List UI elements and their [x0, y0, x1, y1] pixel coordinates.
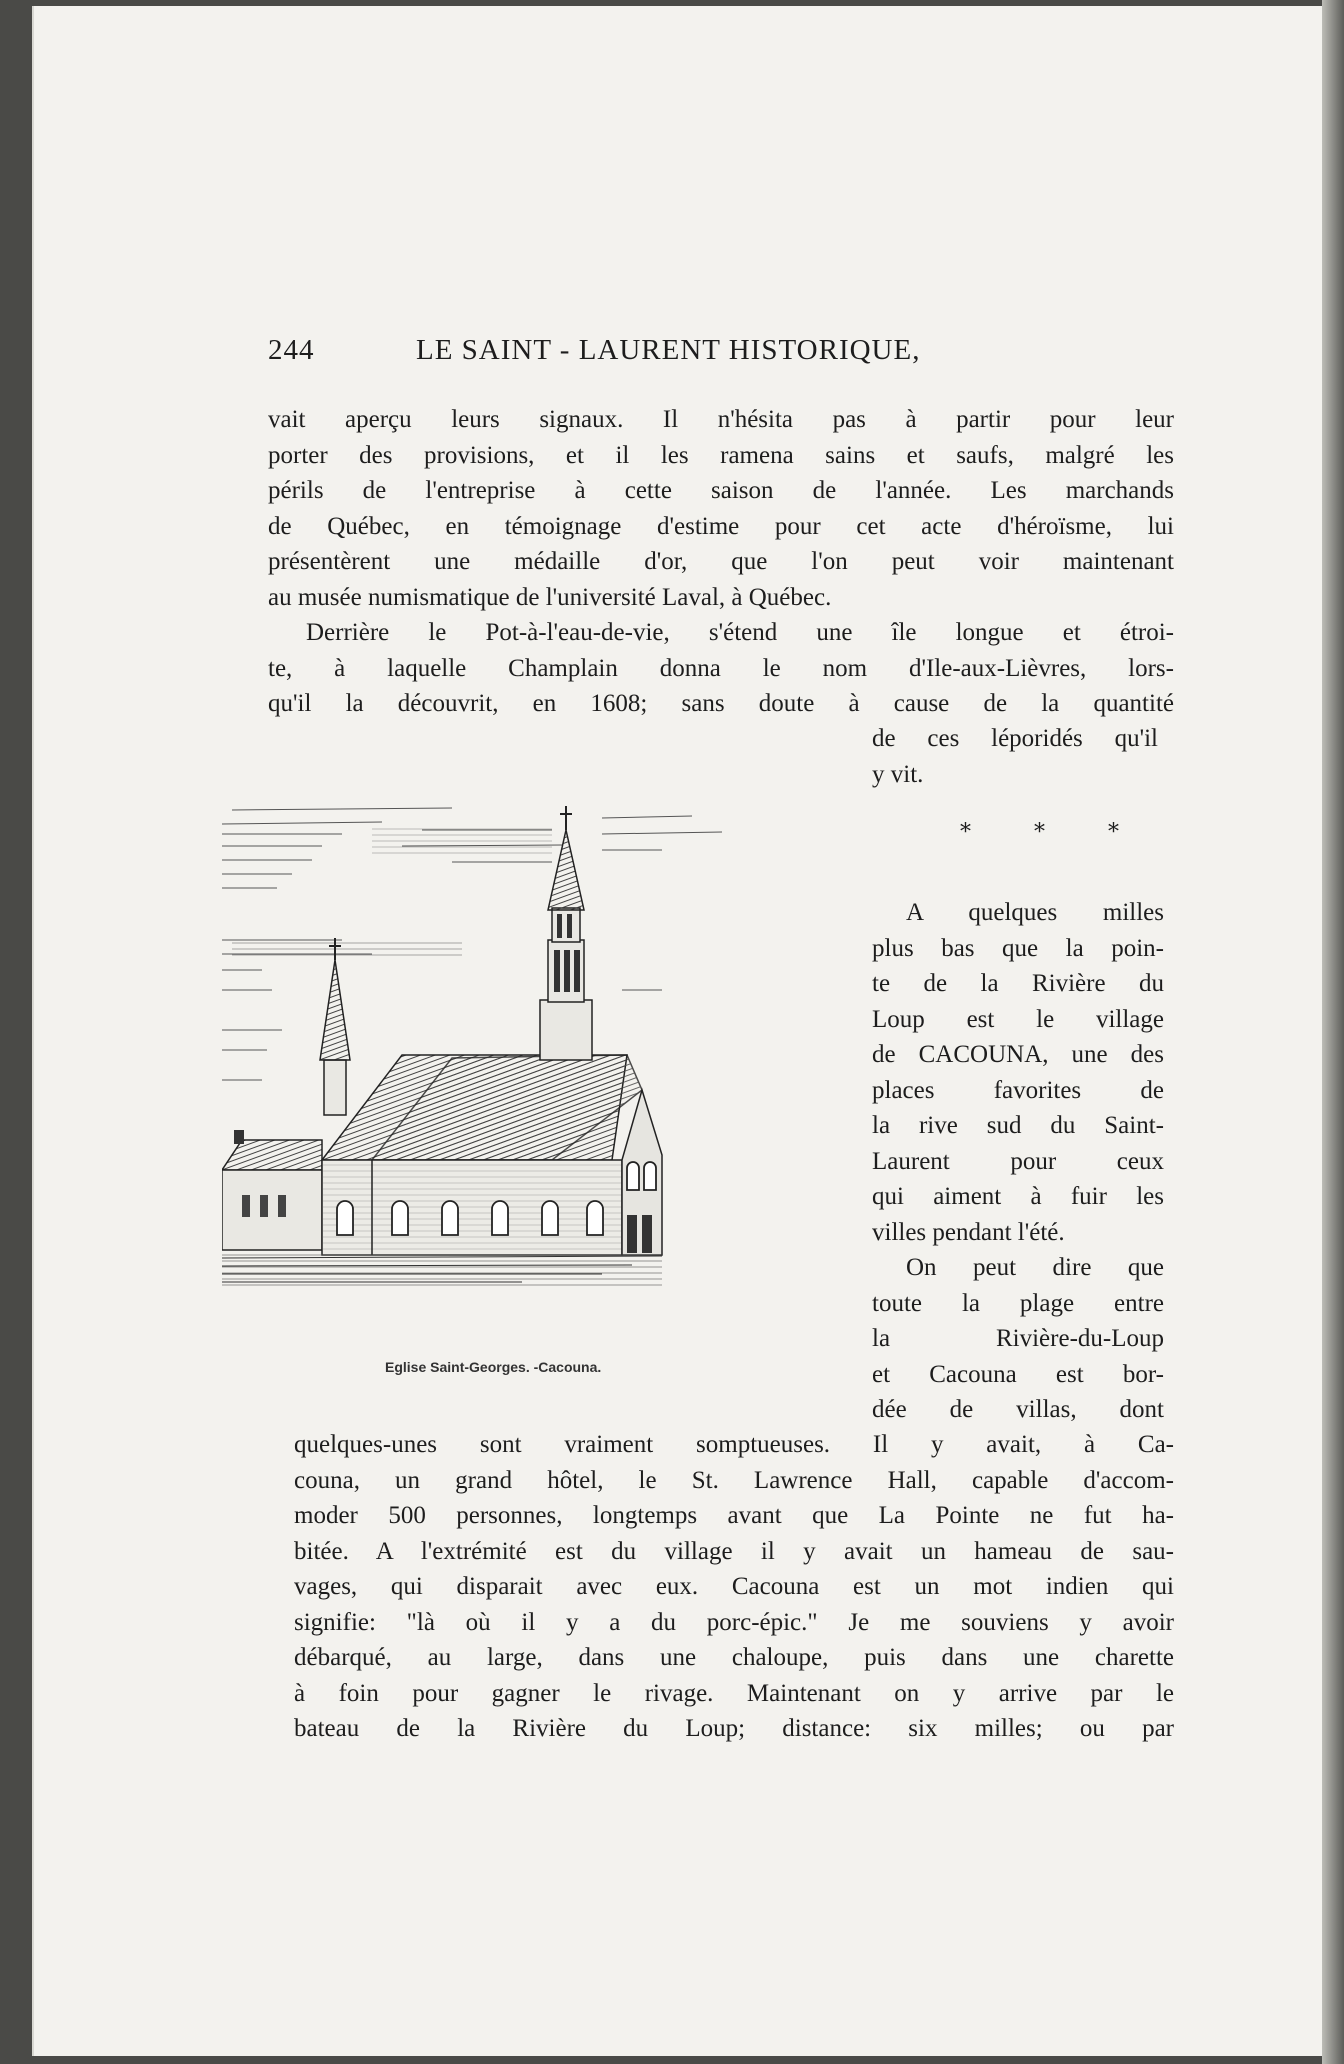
text-line: couna, un grand hôtel, le St. Lawrence Hall, capable d'accom- [294, 1466, 1174, 1494]
text-line: porter des provisions, et il les ramena sains et saufs, malgré les [268, 441, 1174, 469]
text-line: qu'il la découvrit, en 1608; sans doute à cause de la quantité [268, 690, 1174, 717]
text-line: de CACOUNA, une des [872, 1041, 1164, 1068]
text-line: de ces léporidés qu'il [872, 725, 1158, 752]
paragraph-4-wrapped [872, 1250, 1164, 1428]
text-line: toute la plage entre [872, 1289, 1164, 1317]
text-line: de Québec, en témoignage d'estime pour cet acte d'héroïsme, lui [268, 512, 1174, 540]
church-engraving-icon [222, 790, 844, 1330]
text-line: y vit. [872, 760, 924, 788]
page-number: 244 [268, 334, 315, 366]
text-line: places favorites de [872, 1076, 1164, 1104]
text-line: A quelques milles [906, 899, 1164, 926]
paragraph-1 [268, 402, 1174, 615]
text-line: plus bas que la poin- [872, 934, 1164, 962]
text-line: débarqué, au large, dans une chaloupe, puis dans une charette [294, 1644, 1174, 1671]
text-line: signifie: "là où il y a du porc-épic." Je me souviens y avoir [294, 1608, 1174, 1636]
text-line: vait aperçu leurs signaux. Il n'hésita pas à partir pour leur [268, 406, 1174, 433]
text-line: et Cacouna est bor- [872, 1360, 1164, 1388]
text-line: dée de villas, dont [872, 1396, 1164, 1423]
text-line: te de la Rivière du [872, 970, 1164, 997]
paragraph-2-continuation [872, 721, 1158, 792]
text-line: la rive sud du Saint- [872, 1112, 1164, 1139]
text-line: quelques-unes sont vraiment somptueuses. Il y avait, à Ca- [294, 1431, 1174, 1458]
text-line: bitée. A l'extrémité est du village il y avait un hameau de sau- [294, 1537, 1174, 1565]
paragraph-3 [872, 895, 1164, 1250]
text-line: Loup est le village [872, 1005, 1164, 1033]
paragraph-4 [294, 1427, 1174, 1747]
text-line: Derrière le Pot-à-l'eau-de-vie, s'étend une île longue et étroi- [306, 619, 1174, 646]
text-line: qui aiment à fuir les [872, 1183, 1164, 1210]
paragraph-2 [268, 615, 1174, 722]
text-line: villes pendant l'été. [872, 1218, 1065, 1246]
text-line: périls de l'entreprise à cette saison de l'année. Les marchands [268, 477, 1174, 504]
text-line: te, à laquelle Champlain donna le nom d'Ile-aux-Lièvres, lors- [268, 654, 1174, 682]
text-line: vages, qui disparait avec eux. Cacouna est un mot indien qui [294, 1573, 1174, 1600]
text-line: au musée numismatique de l'université Laval, à Québec. [268, 583, 832, 611]
text-line: présentèrent une médaille d'or, que l'on peut voir maintenant [268, 548, 1174, 575]
church-illustration [222, 790, 844, 1330]
text-line: à foin pour gagner le rivage. Maintenant on y arrive par le [294, 1679, 1174, 1707]
text-line: moder 500 personnes, longtemps avant que La Pointe ne fut ha- [294, 1502, 1174, 1529]
text-line: la Rivière-du-Loup [872, 1325, 1164, 1352]
text-line: On peut dire que [906, 1254, 1164, 1281]
text-line: Laurent pour ceux [872, 1147, 1164, 1175]
running-header [268, 334, 1168, 368]
text-line: bateau de la Rivière du Loup; distance: six milles; ou par [294, 1715, 1174, 1742]
figure-caption: Eglise Saint-Georges. -Cacouna. [385, 1359, 602, 1375]
running-title: LE SAINT - LAURENT HISTORIQUE, [416, 334, 921, 366]
section-separator: * * * [960, 820, 1147, 845]
